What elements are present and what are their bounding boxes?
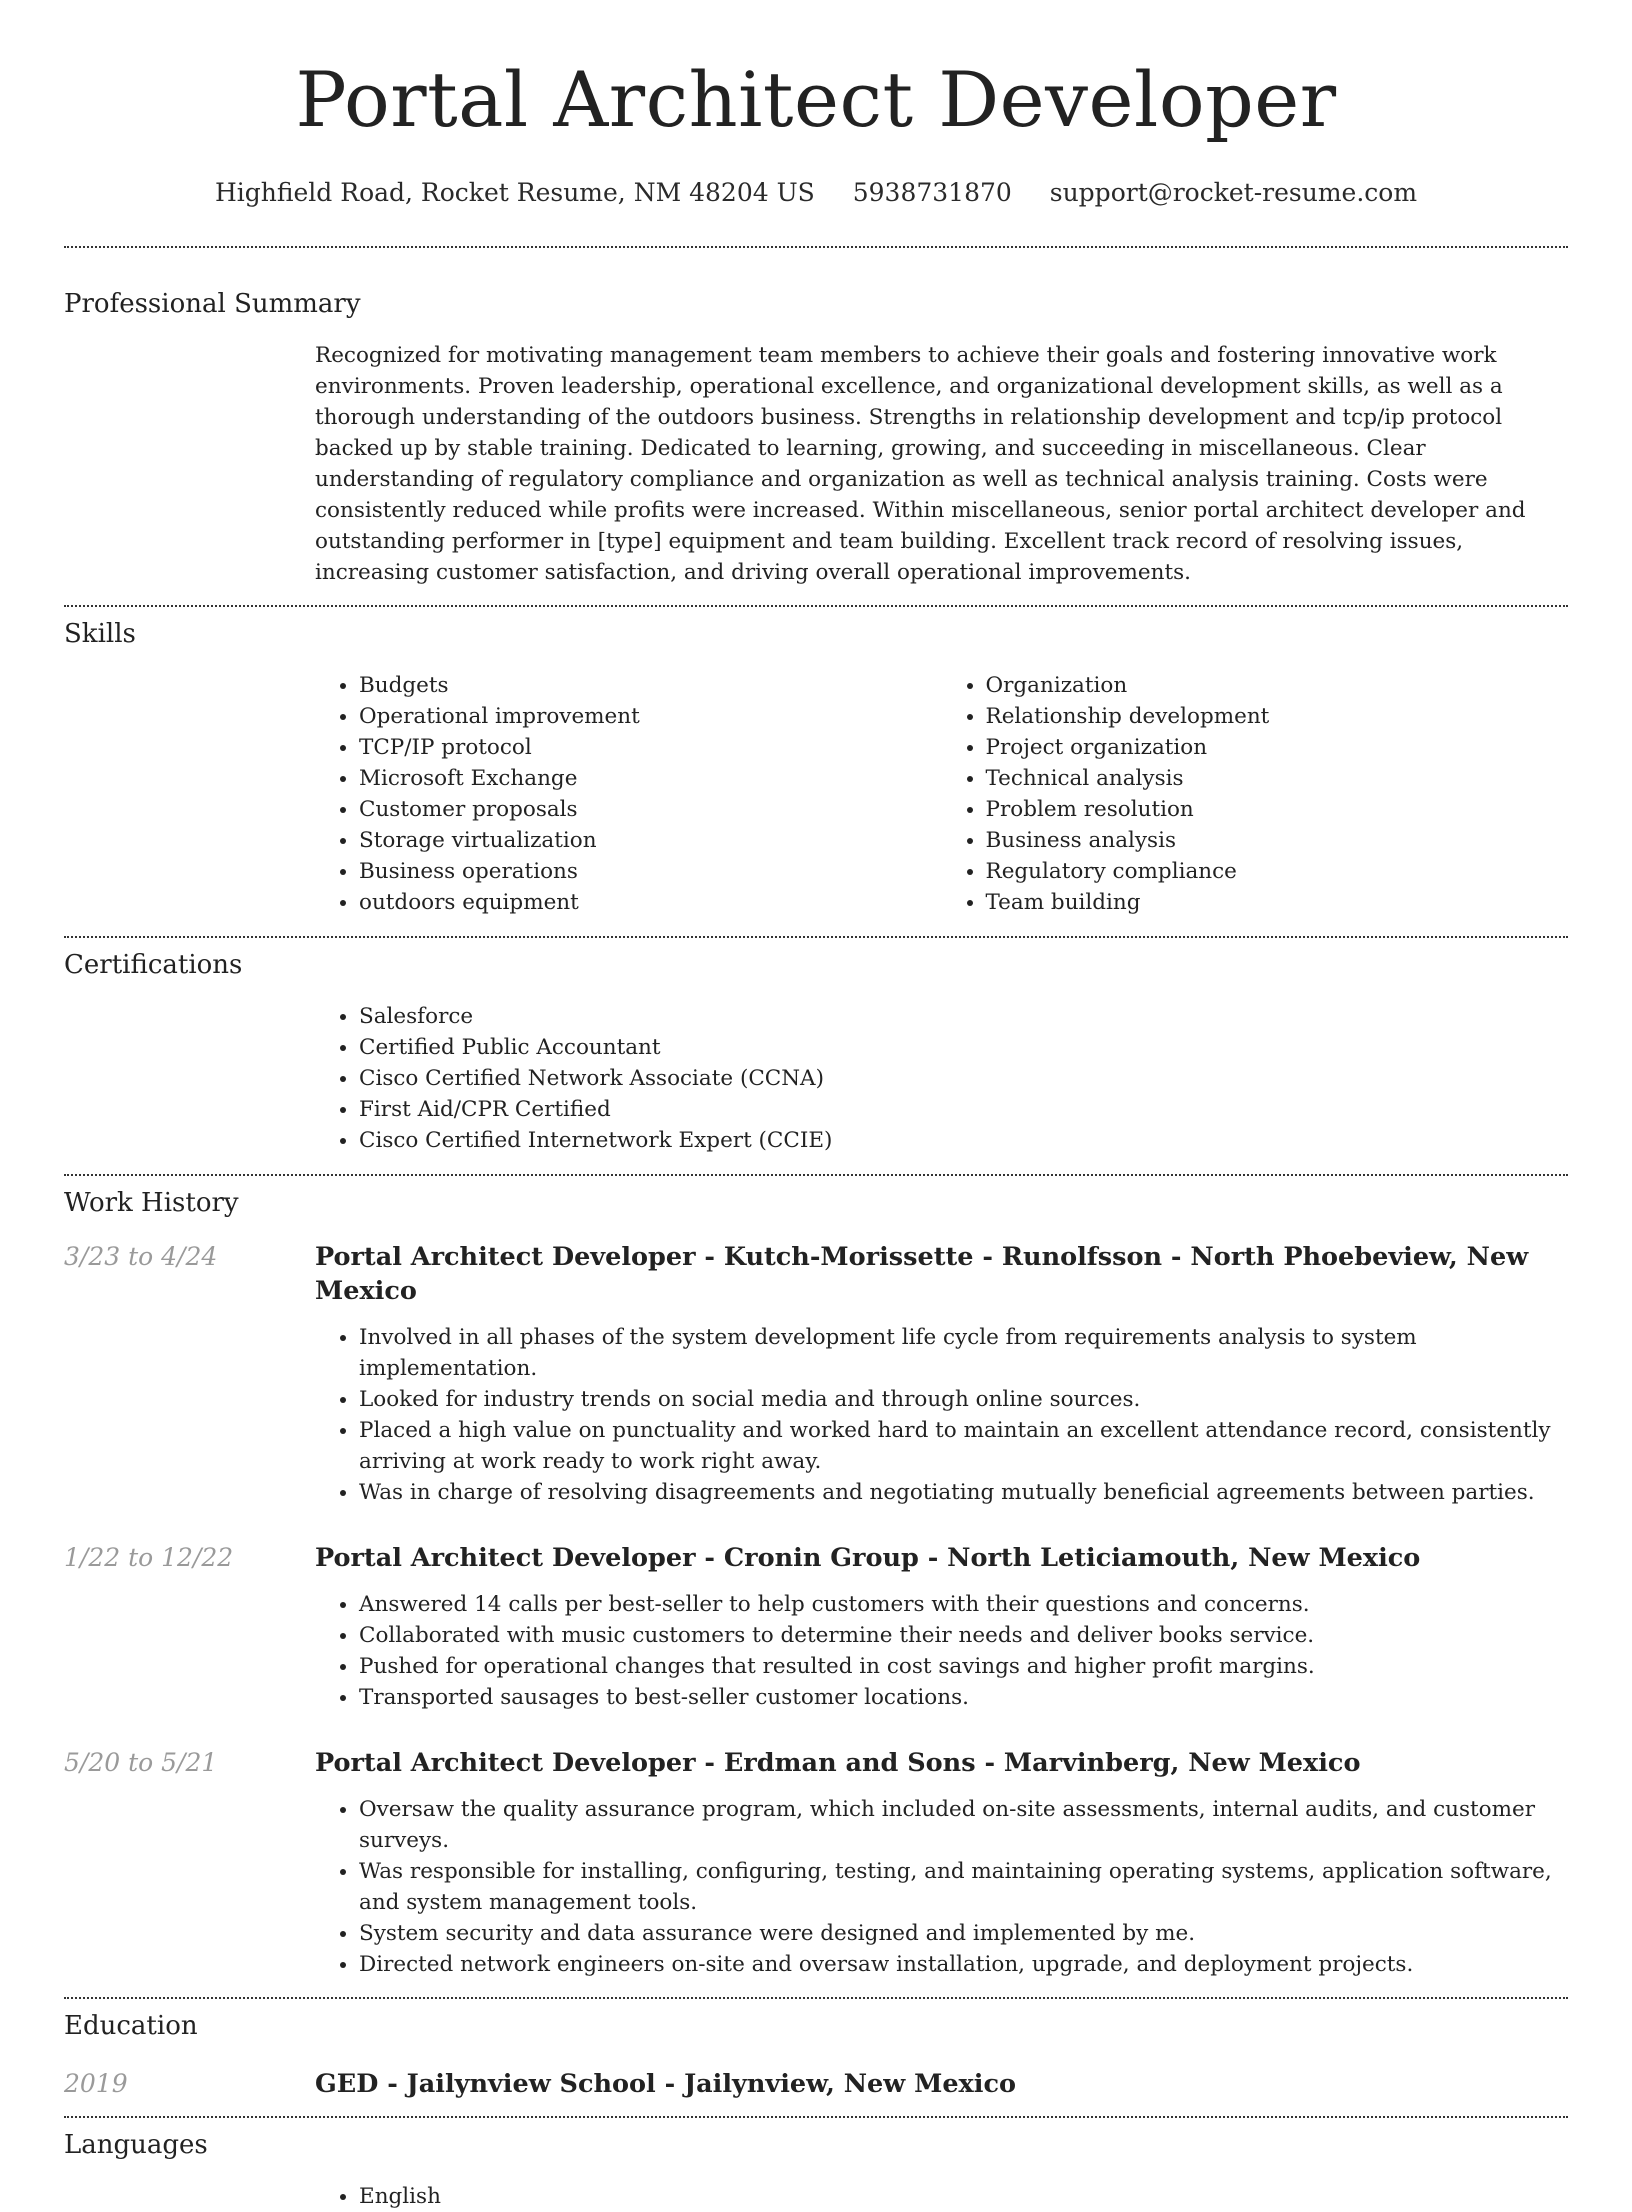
skills-grid xyxy=(315,670,1568,918)
job-bullet: • Pushed for operational changes that resulted in cost savings and higher profit margins. xyxy=(359,1651,1568,1682)
resume-page xyxy=(64,0,1568,2212)
job-title: Portal Architect Developer - Kutch-Morissette - Runolfsson - North Phoebeview, New Mexico xyxy=(315,1242,1529,1306)
skill-item: • TCP/IP protocol xyxy=(359,732,942,763)
certification-item: • First Aid/CPR Certified xyxy=(359,1094,1568,1125)
job-bullet: • Was in charge of resolving disagreements and negotiating mutually beneficial agreements between parties. xyxy=(359,1477,1568,1508)
job-date: 1/22 to 12/22 xyxy=(64,1543,234,1572)
skill-item: • Organization xyxy=(986,670,1569,701)
education-date: 2019 xyxy=(64,2069,128,2098)
job-bullet: • Oversaw the quality assurance program, which included on-site assessments, internal audits, and customer surveys. xyxy=(359,1794,1568,1856)
job-title: Portal Architect Developer - Erdman and Sons - Marvinberg, New Mexico xyxy=(315,1748,1361,1778)
education-entry xyxy=(64,2067,1568,2101)
education-section xyxy=(64,1999,1568,2101)
certifications-title: Certifications xyxy=(64,950,243,980)
certifications-list xyxy=(315,1001,1568,1156)
skill-item: • Problem resolution xyxy=(986,794,1569,825)
education-degree: GED - Jailynview School - Jailynview, New Mexico xyxy=(315,2069,1016,2099)
languages-section xyxy=(64,2118,1568,2212)
job-body xyxy=(315,1240,1568,1508)
skill-item: • Microsoft Exchange xyxy=(359,763,942,794)
job-title: Portal Architect Developer - Cronin Group - North Leticiamouth, New Mexico xyxy=(315,1543,1421,1573)
skill-item: • Customer proposals xyxy=(359,794,942,825)
language-item: • English xyxy=(359,2181,1568,2212)
job-body xyxy=(315,1746,1568,1980)
contact-address: Highfield Road, Rocket Resume, NM 48204 US xyxy=(214,178,815,207)
summary-section xyxy=(64,248,1568,588)
languages-title: Languages xyxy=(64,2130,208,2160)
certifications-content xyxy=(315,1001,1568,1156)
job-bullet: • Transported sausages to best-seller customer locations. xyxy=(359,1682,1568,1713)
summary-content xyxy=(315,340,1568,588)
skill-item: • Storage virtualization xyxy=(359,825,942,856)
summary-text: Recognized for motivating management team members to achieve their goals and fostering innovative work environments. Proven leadership, operational excellence, and organizational development skills, as well as a thorough understanding of the outdoors business. Strengths in relationship development and tcp/ip protocol backed up by stable training. Dedicated to learning, growing, and succeeding in miscellaneous. Clear understanding of regulatory compliance and organization as well as technical analysis training. Costs were consistently reduced while profits were increased. Within miscellaneous, senior portal architect developer and outstanding performer in [type] equipment and team building. Excellent track record of resolving issues, increasing customer satisfaction, and driving overall operational improvements. xyxy=(315,343,1526,585)
certifications-section xyxy=(64,938,1568,1156)
education-title: Education xyxy=(64,2011,198,2041)
job-bullet: • System security and data assurance were designed and implemented by me. xyxy=(359,1918,1568,1949)
skill-item: • Relationship development xyxy=(986,701,1569,732)
skill-item: • Regulatory compliance xyxy=(986,856,1569,887)
candidate-name: Portal Architect Developer xyxy=(295,55,1337,144)
job-body xyxy=(315,1541,1568,1713)
job-bullets xyxy=(315,1589,1568,1713)
work-history-section xyxy=(64,1176,1568,1980)
skill-item: • Operational improvement xyxy=(359,701,942,732)
languages-content xyxy=(315,2181,1568,2212)
skill-item: • Technical analysis xyxy=(986,763,1569,794)
job-bullets xyxy=(315,1794,1568,1980)
contact-line xyxy=(64,176,1568,210)
languages-list xyxy=(315,2181,1568,2212)
job-bullet: • Was responsible for installing, configuring, testing, and maintaining operating systems, application software, and system management tools. xyxy=(359,1856,1568,1918)
work-history-title: Work History xyxy=(64,1188,239,1218)
certification-item: • Certified Public Accountant xyxy=(359,1032,1568,1063)
summary-title: Professional Summary xyxy=(64,289,361,319)
certification-item: • Cisco Certified Network Associate (CCNA) xyxy=(359,1063,1568,1094)
contact-email: support@rocket-resume.com xyxy=(1049,178,1418,207)
contact-phone: 5938731870 xyxy=(852,178,1012,207)
job-entry xyxy=(64,1746,1568,1980)
skill-item: • outdoors equipment xyxy=(359,887,942,918)
job-bullets xyxy=(315,1322,1568,1508)
job-bullet: • Answered 14 calls per best-seller to help customers with their questions and concerns. xyxy=(359,1589,1568,1620)
job-bullet: • Looked for industry trends on social media and through online sources. xyxy=(359,1384,1568,1415)
job-bullet: • Placed a high value on punctuality and worked hard to maintain an excellent attendance record, consistently arriving at work ready to work right away. xyxy=(359,1415,1568,1477)
skills-list-right xyxy=(942,670,1569,918)
skills-list-left xyxy=(315,670,942,918)
job-entry xyxy=(64,1541,1568,1713)
job-bullet: • Directed network engineers on-site and oversaw installation, upgrade, and deployment projects. xyxy=(359,1949,1568,1980)
skill-item: • Project organization xyxy=(986,732,1569,763)
skill-item: • Budgets xyxy=(359,670,942,701)
certification-item: • Salesforce xyxy=(359,1001,1568,1032)
skill-item: • Business operations xyxy=(359,856,942,887)
job-bullet: • Collaborated with music customers to determine their needs and deliver books service. xyxy=(359,1620,1568,1651)
education-body xyxy=(315,2067,1568,2101)
skills-section xyxy=(64,607,1568,918)
job-bullet: • Involved in all phases of the system development life cycle from requirements analysis to system implementation. xyxy=(359,1322,1568,1384)
skills-title: Skills xyxy=(64,619,136,649)
skill-item: • Business analysis xyxy=(986,825,1569,856)
job-entry xyxy=(64,1240,1568,1508)
job-date: 5/20 to 5/21 xyxy=(64,1748,218,1777)
resume-header xyxy=(64,0,1568,210)
certification-item: • Cisco Certified Internetwork Expert (CCIE) xyxy=(359,1125,1568,1156)
job-date: 3/23 to 4/24 xyxy=(64,1242,218,1271)
skill-item: • Team building xyxy=(986,887,1569,918)
